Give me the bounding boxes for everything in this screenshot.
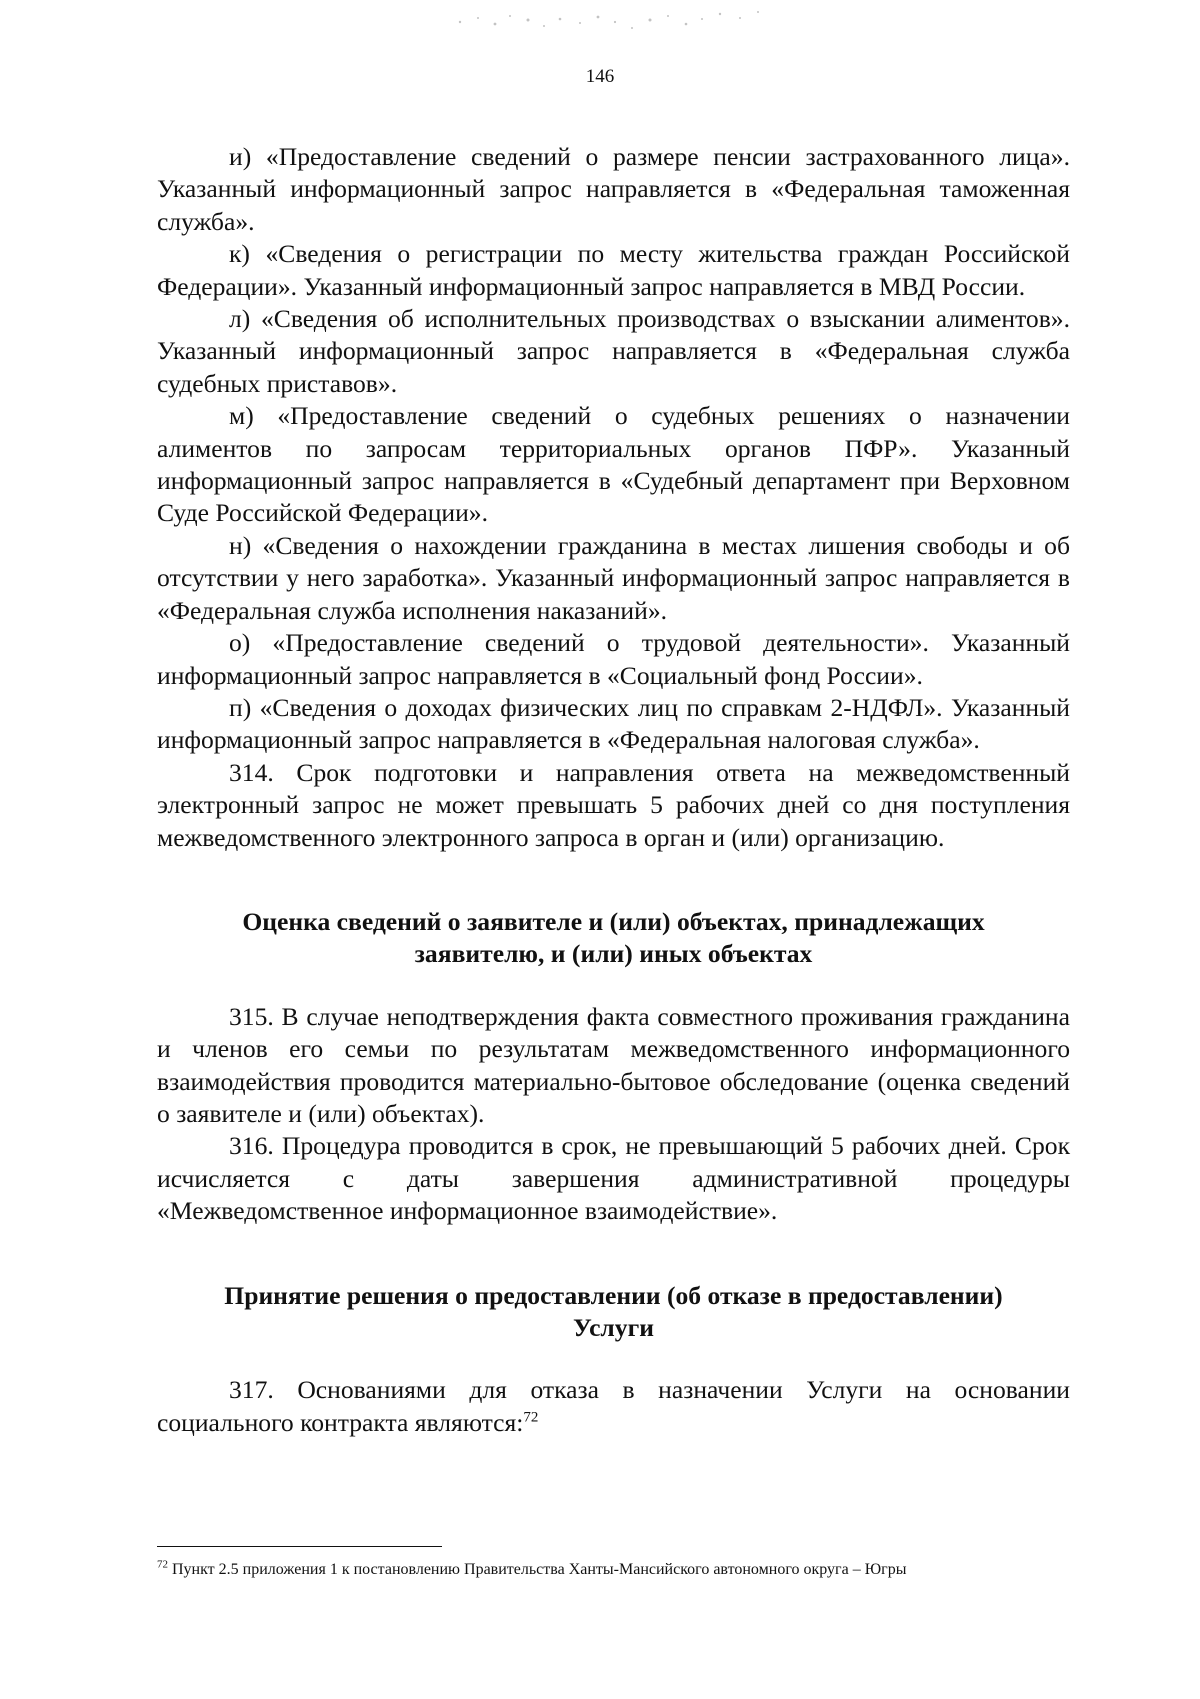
paragraph-item-n: н) «Сведения о нахождении гражданина в местах лишения свободы и об отсутствии у него заработка». Указанный информационный запрос направляется в «Федеральная служба исполнения наказаний».: [157, 530, 1070, 625]
footnote-reference[interactable]: 72: [523, 1409, 539, 1426]
footnote: [157, 1560, 1077, 1580]
paragraph-315: 315. В случае неподтверждения факта совместного проживания гражданина и членов его семьи по результатам межведомственного информационного взаимодействия проводится материально-бытовое обследование (оценка сведений о заявителе и (или) объектах).: [157, 1001, 1070, 1128]
paragraph-item-o: о) «Предоставление сведений о трудовой деятельности». Указанный информационный запрос направляется в «Социальный фонд России».: [157, 628, 1070, 690]
paragraph-316: 316. Процедура проводится в срок, не превышающий 5 рабочих дней. Срок исчисляется с даты завершения административной процедуры «Межведомственное информационное взаимодействие».: [157, 1131, 1070, 1226]
spacer: [157, 1344, 1070, 1374]
heading-line: заявителю, и (или) иных объектах: [414, 939, 813, 969]
spacer: [157, 854, 1070, 906]
section-heading-decision: [157, 1280, 1070, 1345]
page-number: 146: [585, 66, 615, 87]
heading-line: Услуги: [573, 1313, 654, 1342]
heading-line: Оценка сведений о заявителе и (или) объектах, принадлежащих: [242, 906, 985, 936]
footnote-divider: [157, 1546, 442, 1547]
spacer: [157, 1228, 1070, 1280]
heading-line: Принятие решения о предоставлении (об отказе в предоставлении): [224, 1280, 1003, 1310]
scan-artifact: [440, 4, 770, 34]
paragraph-item-p: п) «Сведения о доходах физических лиц по справкам 2-НДФЛ». Указанный информационный запрос направляется в «Федеральная налоговая служба».: [157, 692, 1070, 755]
paragraph-item-l: л) «Сведения об исполнительных производствах о взыскании алиментов». Указанный информационный запрос направляется в «Федеральная служба судебных приставов».: [157, 304, 1070, 398]
spacer: [157, 971, 1070, 1001]
document-body: [157, 141, 1070, 1439]
paragraph-item-i: и) «Предоставление сведений о размере пенсии застрахованного лица». Указанный информационный запрос направляется в «Федеральная таможенная служба».: [157, 142, 1070, 236]
paragraph-314: 314. Срок подготовки и направления ответа на межведомственный электронный запрос не может превышать 5 рабочих дней со дня поступления межведомственного электронного запроса в орган и (или) организацию.: [157, 757, 1070, 852]
paragraph-317: [157, 1374, 1070, 1439]
footnote-text: Пункт 2.5 приложения 1 к постановлению Правительства Ханты-Мансийского автономного округа – Югры: [168, 1561, 907, 1578]
paragraph-item-k: к) «Сведения о регистрации по месту жительства граждан Российской Федерации». Указанный информационный запрос направляется в МВД России.: [157, 239, 1070, 301]
paragraph-item-m: м) «Предоставление сведений о судебных решениях о назначении алиментов по запросам территориальных органов ПФР». Указанный информационный запрос направляется в «Судебный департамент при Верховном Суде Российской Федерации».: [157, 401, 1070, 528]
paragraph-317-text: 317. Основаниями для отказа в назначении Услуги на основании социального контракта являются:: [157, 1375, 1070, 1437]
footnote-number: 72: [157, 1558, 168, 1571]
section-heading-assessment: [157, 906, 1070, 971]
